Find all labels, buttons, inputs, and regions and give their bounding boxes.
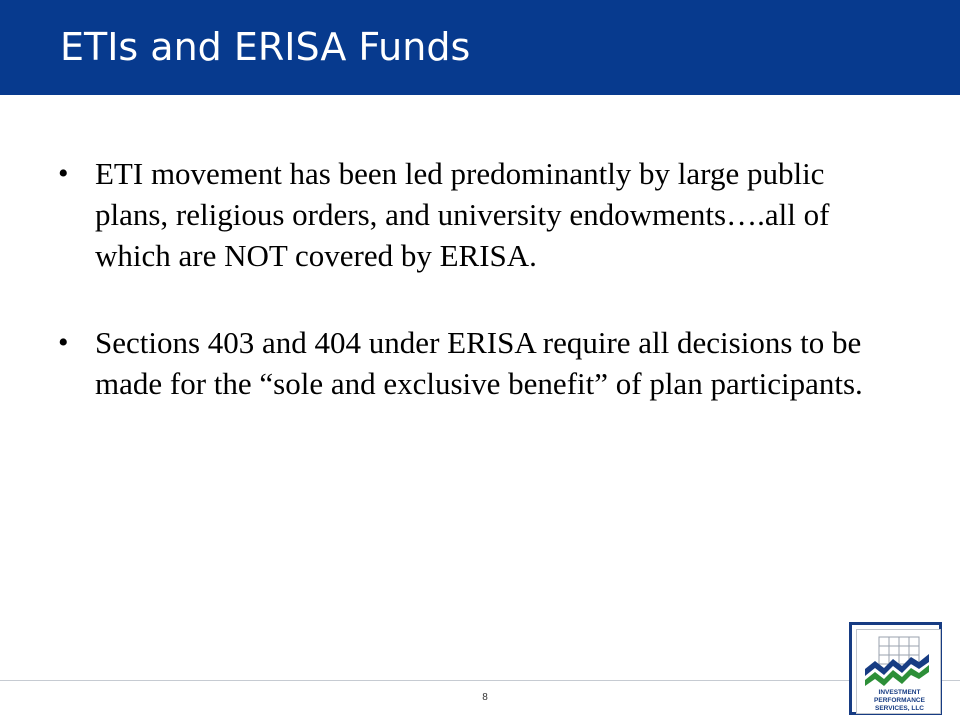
logo-graphic-icon: [857, 630, 942, 715]
slide-title: ETIs and ERISA Funds: [60, 25, 471, 69]
page-number: 8: [482, 692, 488, 703]
bullet-list: [58, 153, 878, 404]
bullet-text: Sections 403 and 404 under ERISA require all decisions to be made for the “sole and exclusive benefit” of plan participants.: [95, 325, 863, 401]
logo-text-line3: SERVICES, LLC: [874, 705, 925, 712]
title-bar: [0, 0, 960, 95]
footer-divider: [0, 680, 960, 681]
logo-text-line1: INVESTMENT: [878, 689, 921, 696]
bullet-text: ETI movement has been led predominantly by large public plans, religious orders, and university endowments….all of which are NOT covered by ERISA.: [95, 156, 830, 273]
bullet-marker: •: [58, 157, 69, 190]
bullet-marker: •: [58, 326, 69, 359]
bullet-item-sections-403-404: [58, 322, 878, 404]
bullet-item-erisa-coverage: [58, 153, 878, 276]
logo-art: [856, 629, 941, 714]
investment-performance-services-logo: [849, 622, 942, 715]
logo-text-line2: PERFORMANCE: [874, 697, 925, 704]
